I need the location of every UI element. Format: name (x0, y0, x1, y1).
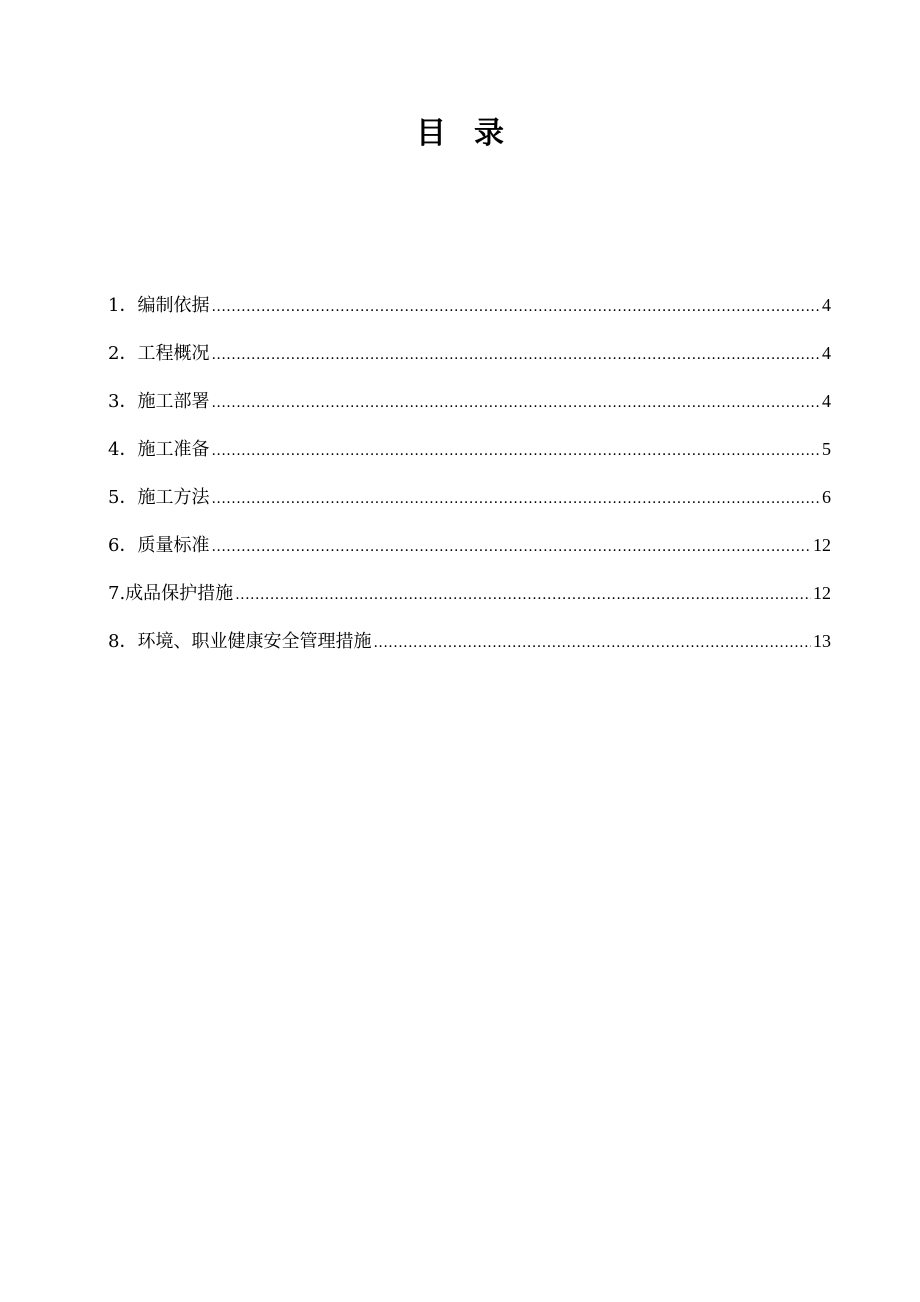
toc-dot-leader (211, 436, 820, 466)
toc-entry-label: 8．环境、职业健康安全管理措施 (108, 631, 372, 652)
toc-entry-page: 4 (822, 343, 831, 363)
toc-entry[interactable] (108, 626, 831, 674)
toc-title: 目录 (416, 116, 532, 151)
toc-dot-leader (235, 580, 811, 610)
toc-entry-label: 4．施工准备 (108, 439, 210, 460)
toc-entry-label: 1．编制依据 (108, 295, 210, 316)
toc-list (108, 290, 831, 674)
toc-entry-page: 12 (813, 535, 831, 555)
toc-entry-label: 7.成品保护措施 (108, 583, 234, 604)
toc-entry-label: 6．质量标准 (108, 535, 210, 556)
toc-entry-page: 6 (822, 487, 831, 507)
toc-dot-leader (211, 388, 820, 418)
toc-dot-leader (211, 484, 820, 514)
toc-entry-page: 13 (813, 631, 831, 651)
toc-entry-page: 12 (813, 583, 831, 603)
toc-entry[interactable] (108, 482, 831, 530)
toc-entry-label: 3．施工部署 (108, 391, 210, 412)
toc-entry[interactable] (108, 434, 831, 482)
toc-entry[interactable] (108, 530, 831, 578)
toc-dot-leader (211, 292, 820, 322)
toc-entry-label: 2．工程概况 (108, 343, 210, 364)
toc-entry-page: 4 (822, 295, 831, 315)
toc-entry[interactable] (108, 578, 831, 626)
toc-entry[interactable] (108, 338, 831, 386)
toc-dot-leader (373, 628, 811, 658)
toc-entry[interactable] (108, 290, 831, 338)
toc-dot-leader (211, 532, 811, 562)
toc-dot-leader (211, 340, 820, 370)
toc-entry-page: 5 (822, 439, 831, 459)
toc-entry-label: 5．施工方法 (108, 487, 210, 508)
toc-entry-page: 4 (822, 391, 831, 411)
toc-entry[interactable] (108, 386, 831, 434)
